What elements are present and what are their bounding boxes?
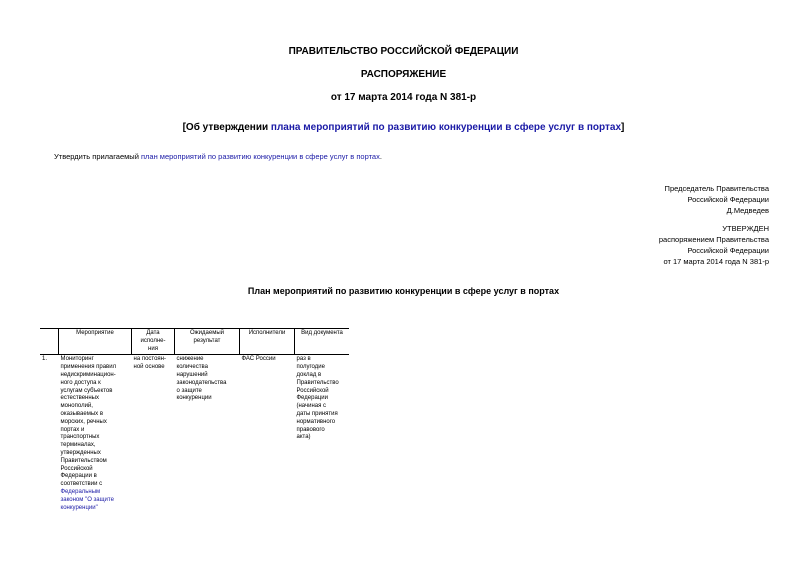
signature-line-3: Д.Медведев bbox=[726, 206, 769, 215]
table-row bbox=[40, 355, 349, 513]
signature-line-2: Российской Федерации bbox=[687, 195, 769, 204]
signature-block bbox=[665, 183, 769, 216]
signature-line-1: Председатель Правительства bbox=[664, 184, 769, 193]
row-executor: ФАС России bbox=[241, 356, 276, 363]
document-type: РАСПОРЯЖЕНИЕ bbox=[360, 69, 447, 80]
col-header-event: Мероприятие bbox=[59, 329, 132, 355]
approval-block bbox=[659, 223, 769, 267]
col-header-result: Ожидаемый результат bbox=[175, 329, 240, 355]
row-event bbox=[59, 355, 132, 513]
row-number: 1. bbox=[42, 356, 48, 363]
plan-table bbox=[40, 328, 349, 513]
government-title: ПРАВИТЕЛЬСТВО РОССИЙСКОЙ ФЕДЕРАЦИИ bbox=[288, 46, 519, 57]
subject-close: ] bbox=[621, 122, 625, 133]
intro-end: . bbox=[379, 152, 382, 161]
subject-open: [Об утверждении bbox=[182, 122, 271, 133]
row-date: на постоян- ной основе bbox=[133, 356, 166, 371]
federal-law-link[interactable]: Федеральным законом "О защите конкуренции" bbox=[60, 488, 114, 511]
approval-line-3: Российской Федерации bbox=[687, 246, 769, 255]
intro-text: Утвердить прилагаемый bbox=[54, 152, 141, 161]
approval-line-2: распоряжением Правительства bbox=[658, 235, 769, 244]
col-header-number bbox=[40, 329, 59, 355]
row-doc-kind: раз в полугодие доклад в Правительство Российской Федерации (начиная с даты принятия нормативного правового акта) bbox=[296, 356, 339, 441]
document-subject bbox=[0, 122, 807, 133]
row-event-text: Мониторинг применения правил недискриминацион- ного доступа к услугам субъектов естественных монополий, оказываемых в морских, речных портах и транспортных терминалах, утвержденных Правительством Российской Федерации в соответствии с bbox=[60, 356, 117, 488]
approval-line-4: от 17 марта 2014 года N 381-р bbox=[663, 257, 769, 266]
col-header-date: Дата исполне- ния bbox=[132, 329, 175, 355]
subject-link[interactable]: плана мероприятий по развитию конкуренции в сфере услуг в портах bbox=[270, 122, 622, 133]
col-header-doc-kind: Вид документа bbox=[295, 329, 350, 355]
col-header-executor: Исполнители bbox=[240, 329, 295, 355]
document-date-number: от 17 марта 2014 года N 381-р bbox=[330, 92, 477, 103]
row-result: снижение количества нарушений законодательства о защите конкуренции bbox=[176, 356, 227, 402]
plan-title: План мероприятий по развитию конкуренции в сфере услуг в портах bbox=[247, 286, 560, 296]
intro-plan-link[interactable]: план мероприятий по развитию конкуренции в сфере услуг в портах bbox=[140, 152, 380, 161]
intro-paragraph bbox=[54, 152, 382, 161]
table-header-row bbox=[40, 329, 349, 355]
approval-line-1: УТВЕРЖДЕН bbox=[722, 224, 769, 233]
